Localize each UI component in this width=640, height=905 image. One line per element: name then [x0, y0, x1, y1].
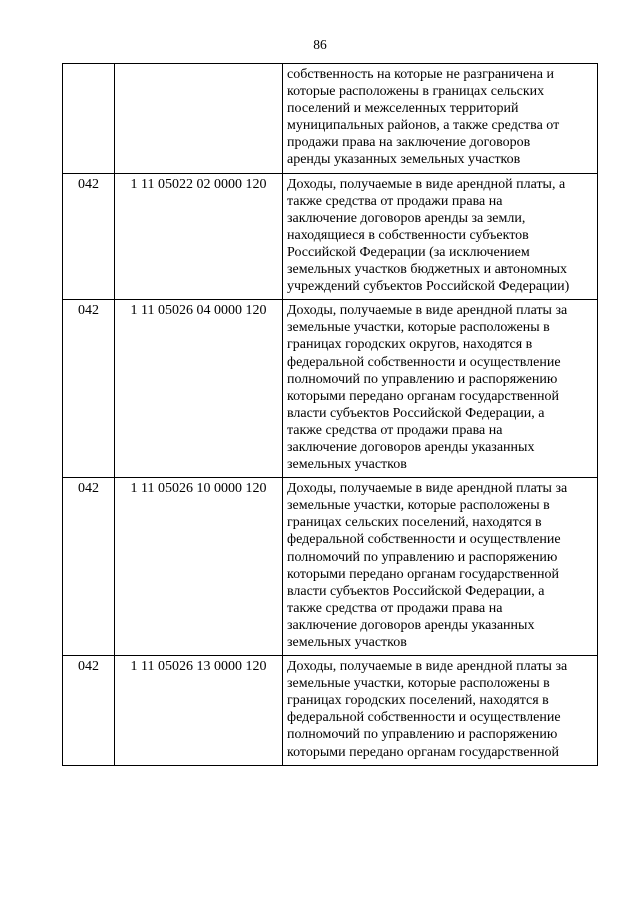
- budget-code-cell: 1 11 05026 04 0000 120: [115, 300, 283, 478]
- description-line: границах сельских поселений, находятся в: [287, 515, 542, 531]
- description-line: Доходы, получаемые в виде арендной платы за: [287, 303, 568, 319]
- description-line: Доходы, получаемые в виде арендной платы за: [287, 659, 568, 675]
- description-line: земельные участки, которые расположены в: [287, 498, 550, 514]
- description-line: которыми передано органам государственной: [287, 566, 559, 582]
- description-line: власти субъектов Российской Федерации, а: [287, 583, 545, 599]
- page-number: 86: [313, 37, 327, 52]
- description-line: земельных участков: [287, 635, 407, 650]
- description-line: муниципальных районов, а также средства от: [287, 118, 560, 134]
- description-line: учреждений субъектов Российской Федерации): [287, 279, 570, 295]
- description-cell: [283, 300, 598, 478]
- description-line: земельные участки, которые расположены в: [287, 676, 550, 692]
- admin-code-cell: 042: [63, 656, 115, 766]
- table-row: [63, 173, 598, 300]
- description-line: которые расположены в границах сельских: [287, 84, 545, 100]
- description-line: которыми передано органам государственной: [287, 744, 559, 760]
- description-line: власти субъектов Российской Федерации, а: [287, 405, 545, 421]
- description-line: земельные участки, которые расположены в: [287, 320, 550, 336]
- description-line: аренды указанных земельных участков: [287, 152, 521, 168]
- admin-code-cell: [63, 64, 115, 174]
- table-row: [63, 64, 598, 174]
- budget-code-cell: 1 11 05022 02 0000 120: [115, 173, 283, 300]
- description-cell: [283, 656, 598, 766]
- description-line: заключение договоров аренды указанных: [287, 439, 535, 455]
- description-line: полномочий по управлению и распоряжению: [287, 371, 558, 387]
- revenue-classification-table: [62, 63, 598, 766]
- budget-code-cell: [115, 64, 283, 174]
- admin-code-cell: 042: [63, 300, 115, 478]
- description-line: полномочий по управлению и распоряжению: [287, 727, 558, 743]
- description-line: поселений и межселенных территорий: [287, 101, 519, 117]
- description-line: собственность на которые не разграничена и: [287, 67, 554, 82]
- description-line: заключение договоров аренды за земли,: [287, 210, 526, 226]
- description-line: также средства от продажи права на: [287, 422, 503, 438]
- description-cell: [283, 173, 598, 300]
- description-line: также средства от продажи права на: [287, 600, 503, 616]
- table-row: [63, 656, 598, 766]
- description-line: которыми передано органам государственной: [287, 388, 559, 404]
- description-line: границах городских поселений, находятся в: [287, 693, 549, 709]
- admin-code-cell: 042: [63, 173, 115, 300]
- budget-code-cell: 1 11 05026 10 0000 120: [115, 478, 283, 656]
- description-line: Российской Федерации (за исключением: [287, 244, 530, 260]
- description-line: земельных участков бюджетных и автономных: [287, 262, 567, 278]
- admin-code-cell: 042: [63, 478, 115, 656]
- description-line: земельных участков: [287, 457, 407, 473]
- description-line: полномочий по управлению и распоряжению: [287, 549, 558, 565]
- description-cell: [283, 478, 598, 656]
- description-line: федеральной собственности и осуществление: [287, 532, 561, 548]
- table-body: [63, 64, 598, 766]
- table-row: [63, 300, 598, 478]
- description-line: федеральной собственности и осуществление: [287, 354, 561, 370]
- budget-code-cell: 1 11 05026 13 0000 120: [115, 656, 283, 766]
- description-line: границах городских округов, находятся в: [287, 337, 533, 353]
- description-line: Доходы, получаемые в виде арендной платы за: [287, 481, 568, 497]
- description-line: также средства от продажи права на: [287, 193, 503, 209]
- description-cell: [283, 64, 598, 174]
- description-line: федеральной собственности и осуществление: [287, 710, 561, 726]
- description-line: заключение договоров аренды указанных: [287, 617, 535, 633]
- table-row: [63, 478, 598, 656]
- description-line: находящиеся в собственности субъектов: [287, 227, 529, 243]
- description-line: Доходы, получаемые в виде арендной платы, а: [287, 176, 566, 192]
- description-line: продажи права на заключение договоров: [287, 135, 531, 151]
